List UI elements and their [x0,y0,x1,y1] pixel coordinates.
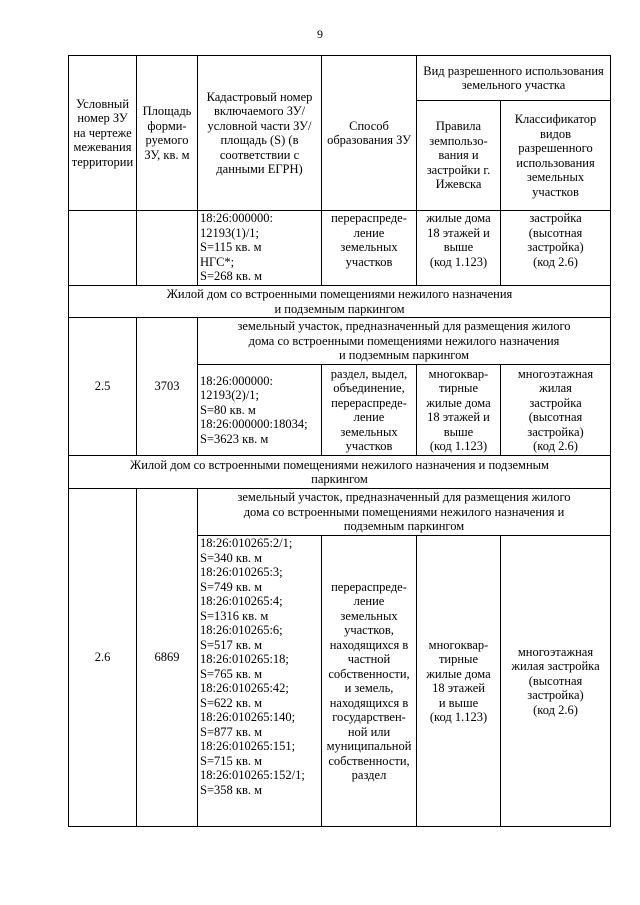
section-heading: Жилой дом со встроенными помещениями нежилого назначения и подземным паркингом [69,286,611,318]
area-cell: 3703 [137,318,198,456]
plot-number-cell: 2.5 [69,318,137,456]
classifier-cell: многоэтажная жилая застройка (высотная застройка) (код 2.6) [501,536,611,827]
land-plots-table [68,55,611,827]
section-heading: Жилой дом со встроенными помещениями нежилого назначения и подземным паркингом [69,456,611,489]
plot-number-cell [69,211,137,286]
header-area: Площадь форми-руемого ЗУ, кв. м [137,56,198,211]
header-cadastre: Кадастровый номер включаемого ЗУ/ условной части ЗУ/ площадь (S) (в соответствии с данными ЕГРН) [198,56,322,211]
plot-number-cell: 2.6 [69,489,137,827]
method-cell: раздел, выдел, объединение, перераспреде- ление земельных участков [322,365,417,456]
method-cell: перераспреде- ление земельных участков, находящихся в частной собственности, и земель, находящихся в государствен- ной или муниципальной собственности, раздел [322,536,417,827]
method-cell: перераспреде- ление земельных участков [322,211,417,286]
header-plot-number: Условный номер ЗУ на чертеже межевания территории [69,56,137,211]
table-row [69,211,611,286]
rules-cell: многоквар- тирные жилые дома 18 этажей и выше (код 1.123) [417,536,501,827]
header-row-1 [69,56,611,101]
purpose-cell: земельный участок, предназначенный для размещения жилого дома со встроенными помещениями нежилого назначения и подземным паркингом [198,489,611,536]
rules-cell: жилые дома 18 этажей и выше (код 1.123) [417,211,501,286]
cadastre-cell: 18:26:000000: 12193(2)/1; S=80 кв. м 18:26:000000:18034; S=3623 кв. м [198,365,322,456]
table-row [69,489,611,536]
area-cell [137,211,198,286]
rules-cell: многоквар- тирные жилые дома 18 этажей и выше (код 1.123) [417,365,501,456]
header-method: Способ образования ЗУ [322,56,417,211]
header-permitted-use: Вид разрешенного использования земельного участка [417,56,611,101]
cadastre-cell: 18:26:010265:2/1; S=340 кв. м 18:26:010265:3; S=749 кв. м 18:26:010265:4; S=1316 кв. м 18:26:010265:6; S=517 кв. м 18:26:010265:18; S=765 кв. м 18:26:010265:42; S=622 кв. м 18:26:010265:140; S=877 кв. м 18:26:010265:151; S=715 кв. м 18:26:010265:152/1; S=358 кв. м [198,536,322,827]
section-heading-row [69,456,611,489]
cadastre-cell: 18:26:000000: 12193(1)/1; S=115 кв. м НГС*; S=268 кв. м [198,211,322,286]
area-cell: 6869 [137,489,198,827]
page-number: 9 [317,27,323,41]
section-heading-row [69,286,611,318]
purpose-cell: земельный участок, предназначенный для размещения жилого дома со встроенными помещениями нежилого назначения и подземным паркингом [198,318,611,365]
classifier-cell: застройка (высотная застройка) (код 2.6) [501,211,611,286]
table-row [69,318,611,365]
header-classifier: Классификатор видов разрешенного использования земельных участков [501,101,611,211]
classifier-cell: многоэтажная жилая застройка (высотная застройка) (код 2.6) [501,365,611,456]
header-rules: Правила земпользо-вания и застройки г. Ижевска [417,101,501,211]
